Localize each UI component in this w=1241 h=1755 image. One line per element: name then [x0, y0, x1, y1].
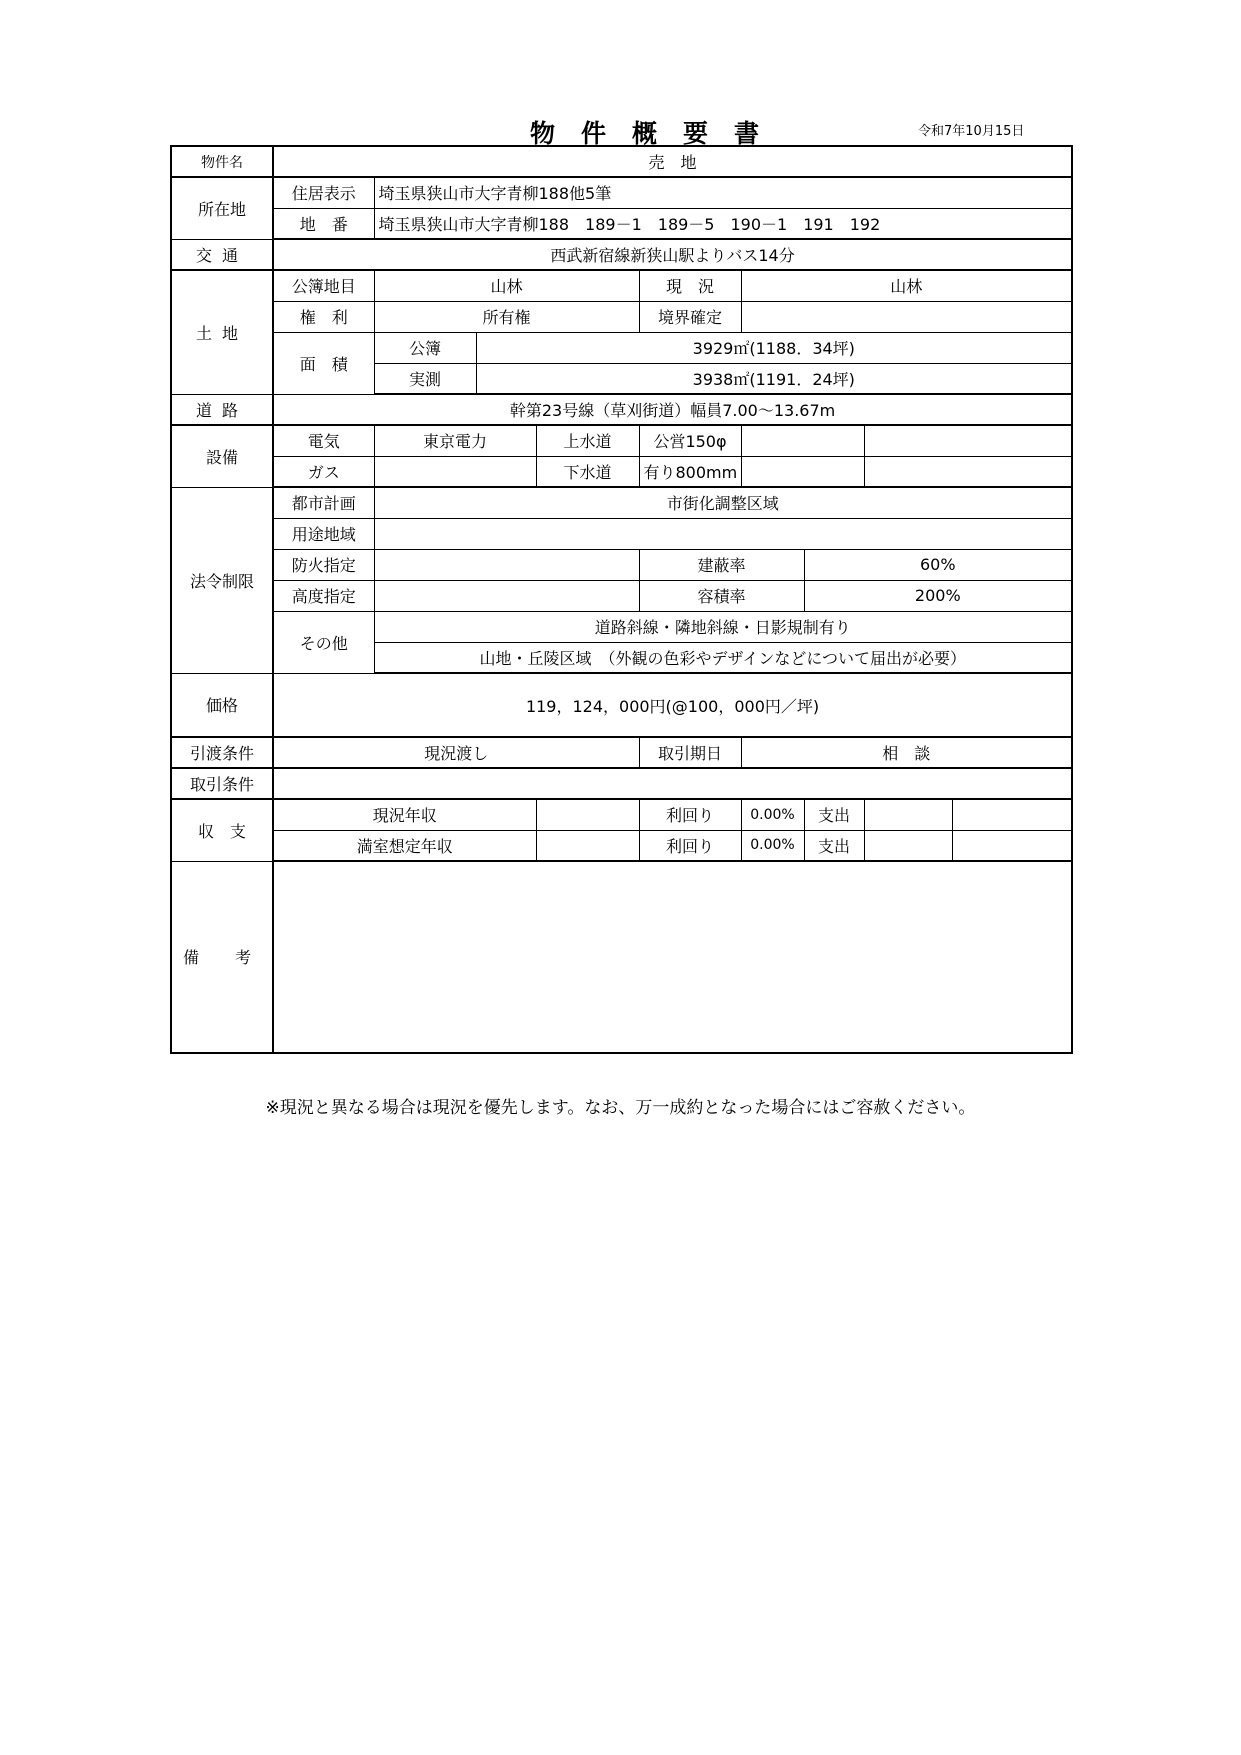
- label-delivery: 引渡条件: [171, 737, 273, 768]
- row-height-zone: [171, 580, 1072, 611]
- value-current-status: 山林: [741, 270, 1072, 301]
- label-area-measured: 実測: [374, 363, 476, 394]
- facility-blank-3: [741, 456, 864, 487]
- value-full-income: [536, 830, 639, 861]
- label-current-yield: 利回り: [639, 799, 741, 830]
- label-sewer: 下水道: [536, 456, 639, 487]
- label-registry-category: 公簿地目: [273, 270, 374, 301]
- value-other-1: 道路斜線・隣地斜線・日影規制有り: [374, 611, 1072, 642]
- label-rights: 権 利: [273, 301, 374, 332]
- value-current-expense: [864, 799, 952, 830]
- label-gas: ガス: [273, 456, 374, 487]
- label-address: 住居表示: [273, 177, 374, 208]
- document-date: 令和7年10月15日: [918, 124, 1025, 139]
- label-coverage: 建蔽率: [639, 549, 804, 580]
- label-facilities: 設備: [171, 425, 273, 487]
- value-current-income: [536, 799, 639, 830]
- label-zoning: 用途地域: [273, 518, 374, 549]
- value-area-registry: 3929㎡(1188．34坪): [476, 332, 1072, 363]
- value-lot-number: 埼玉県狭山市大字青柳188 189－1 189－5 190－1 191 192: [374, 208, 1072, 239]
- row-other-1: [171, 611, 1072, 642]
- row-property-name: [171, 146, 1072, 177]
- value-transport: 西武新宿線新狭山駅よりバス14分: [273, 239, 1072, 270]
- label-city-planning: 都市計画: [273, 487, 374, 518]
- row-facilities-2: [171, 456, 1072, 487]
- value-transaction-terms: [273, 768, 1072, 799]
- label-area: 面 積: [273, 332, 374, 394]
- value-gas: [374, 456, 536, 487]
- row-transport: [171, 239, 1072, 270]
- value-address: 埼玉県狭山市大字青柳188他5筆: [374, 177, 1072, 208]
- value-property-name: 売 地: [273, 146, 1072, 177]
- row-income-full: [171, 830, 1072, 861]
- value-current-yield: 0.00%: [741, 799, 804, 830]
- value-price: 119，124，000円(@100，000円／坪): [273, 673, 1072, 737]
- label-location: 所在地: [171, 177, 273, 239]
- row-facilities-1: [171, 425, 1072, 456]
- income-blank-1: [952, 799, 1072, 830]
- label-transaction-terms: 取引条件: [171, 768, 273, 799]
- facility-blank-4: [864, 456, 1072, 487]
- label-electricity: 電気: [273, 425, 374, 456]
- value-floor-ratio: 200%: [804, 580, 1072, 611]
- facility-blank-2: [864, 425, 1072, 456]
- value-transaction-date: 相 談: [741, 737, 1072, 768]
- row-remarks: [171, 861, 1072, 1053]
- row-land-rights: [171, 301, 1072, 332]
- row-zoning: [171, 518, 1072, 549]
- label-remarks: 備 考: [171, 861, 273, 1053]
- label-road: 道路: [171, 394, 273, 425]
- income-blank-2: [952, 830, 1072, 861]
- row-city-planning: [171, 487, 1072, 518]
- label-water: 上水道: [536, 425, 639, 456]
- value-road: 幹第23号線（草刈街道）幅員7.00～13.67m: [273, 394, 1072, 425]
- value-zoning: [374, 518, 1072, 549]
- label-transport: 交通: [171, 239, 273, 270]
- label-land: 土地: [171, 270, 273, 394]
- value-area-measured: 3938㎡(1191．24坪): [476, 363, 1072, 394]
- label-current-status: 現 況: [639, 270, 741, 301]
- row-lot-number: [171, 208, 1072, 239]
- value-rights: 所有権: [374, 301, 639, 332]
- label-lot-number: 地 番: [273, 208, 374, 239]
- value-height-zone: [374, 580, 639, 611]
- label-transaction-date: 取引期日: [639, 737, 741, 768]
- label-legal: 法令制限: [171, 487, 273, 673]
- label-height-zone: 高度指定: [273, 580, 374, 611]
- label-area-registry: 公簿: [374, 332, 476, 363]
- value-delivery: 現況渡し: [273, 737, 639, 768]
- label-boundary: 境界確定: [639, 301, 741, 332]
- value-electricity: 東京電力: [374, 425, 536, 456]
- row-income-current: [171, 799, 1072, 830]
- value-remarks: [273, 861, 1072, 1053]
- facility-blank-1: [741, 425, 864, 456]
- value-sewer: 有り800mm: [639, 456, 741, 487]
- row-address: [171, 177, 1072, 208]
- value-coverage: 60%: [804, 549, 1072, 580]
- row-fire-zone: [171, 549, 1072, 580]
- label-property-name: 物件名: [171, 146, 273, 177]
- label-full-yield: 利回り: [639, 830, 741, 861]
- label-fire-zone: 防火指定: [273, 549, 374, 580]
- property-summary-table: [170, 145, 1073, 1054]
- row-road: [171, 394, 1072, 425]
- document-title: 物件概要書: [530, 119, 786, 148]
- value-registry-category: 山林: [374, 270, 639, 301]
- value-full-expense: [864, 830, 952, 861]
- value-water: 公営150φ: [639, 425, 741, 456]
- row-transaction-terms: [171, 768, 1072, 799]
- value-boundary: [741, 301, 1072, 332]
- row-price: [171, 673, 1072, 737]
- value-other-2: 山地・丘陵区域 （外観の色彩やデザインなどについて届出が必要）: [374, 642, 1072, 673]
- label-other: その他: [273, 611, 374, 673]
- value-city-planning: 市街化調整区域: [374, 487, 1072, 518]
- row-area-registry: [171, 332, 1072, 363]
- label-current-income: 現況年収: [273, 799, 536, 830]
- label-income: 収 支: [171, 799, 273, 861]
- label-price: 価格: [171, 673, 273, 737]
- label-current-expense: 支出: [804, 799, 864, 830]
- footnote: ※現況と異なる場合は現況を優先します。なお、万一成約となった場合にはご容赦ください。: [265, 1098, 976, 1118]
- label-floor-ratio: 容積率: [639, 580, 804, 611]
- label-full-expense: 支出: [804, 830, 864, 861]
- row-delivery: [171, 737, 1072, 768]
- label-full-income: 満室想定年収: [273, 830, 536, 861]
- value-fire-zone: [374, 549, 639, 580]
- value-full-yield: 0.00%: [741, 830, 804, 861]
- row-land-category: [171, 270, 1072, 301]
